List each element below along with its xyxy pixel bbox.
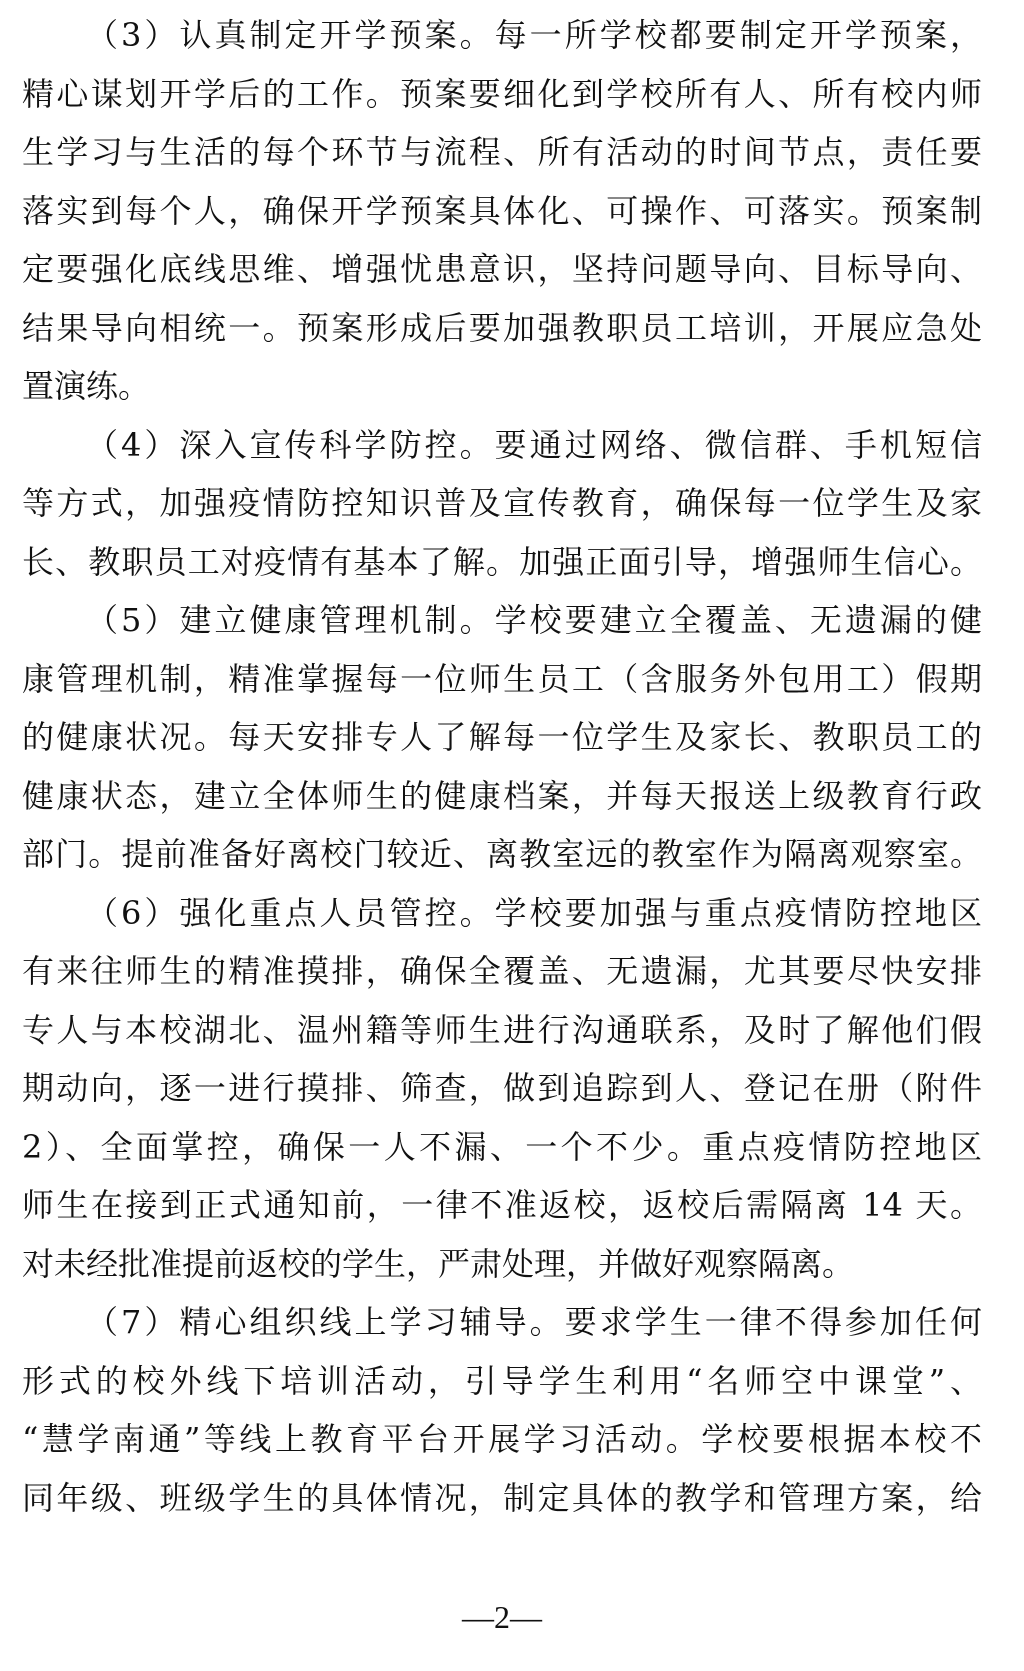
paragraph-line: 精心谋划开学后的工作。预案要细化到学校所有人、所有校内师 (22, 74, 982, 113)
paragraph-line: （7）精心组织线上学习辅导。要求学生一律不得参加任何 (86, 1303, 982, 1341)
paragraph-line: 的健康状况。每天安排专人了解每一位学生及家长、教职员工的 (22, 718, 982, 756)
paragraph-line: 长、教职员工对疫情有基本了解。加强正面引导，增强师生信心。 (22, 542, 982, 581)
paragraph-line: “慧学南通”等线上教育平台开展学习活动。学校要根据本校不 (22, 1420, 982, 1458)
document-page (22, 0, 982, 1671)
paragraph-line: 专人与本校湖北、温州籍等师生进行沟通联系，及时了解他们假 (22, 1010, 982, 1049)
paragraph-line: 有来往师生的精准摸排，确保全覆盖、无遗漏，尤其要尽快安排 (22, 952, 982, 990)
page-number: —2— (462, 1599, 542, 1635)
paragraph-line: 对未经批准提前返校的学生，严肃处理，并做好观察隔离。 (22, 1244, 855, 1283)
paragraph-line: 结果导向相统一。预案形成后要加强教职员工培训，开展应急处 (22, 308, 982, 347)
paragraph-line: （5）建立健康管理机制。学校要建立全覆盖、无遗漏的健 (86, 601, 982, 639)
paragraph-line: 师生在接到正式通知前，一律不准返校，返校后需隔离 14 天。 (22, 1186, 982, 1224)
paragraph-line: 置演练。 (22, 367, 151, 405)
paragraph-line: 健康状态，建立全体师生的健康档案，并每天报送上级教育行政 (22, 776, 982, 815)
paragraph-line: 2）、全面掌控，确保一人不漏、一个不少。重点疫情防控地区 (22, 1127, 982, 1166)
paragraph-line: （6）强化重点人员管控。学校要加强与重点疫情防控地区 (86, 893, 982, 932)
paragraph-line: 康管理机制，精准掌握每一位师生员工（含服务外包用工）假期 (22, 659, 982, 698)
paragraph-line: （4）深入宣传科学防控。要通过网络、微信群、手机短信 (86, 425, 982, 464)
paragraph-line: 生学习与生活的每个环节与流程、所有活动的时间节点，责任要 (22, 133, 982, 171)
paragraph-line: 落实到每个人，确保开学预案具体化、可操作、可落实。预案制 (22, 191, 982, 230)
paragraph-line: 形式的校外线下培训活动，引导学生利用“名师空中课堂”、 (22, 1361, 982, 1400)
paragraph-line: 定要强化底线思维、增强忧患意识，坚持问题导向、目标导向、 (22, 250, 982, 288)
paragraph-line: 期动向，逐一进行摸排、筛查，做到追踪到人、登记在册（附件 (22, 1069, 982, 1107)
paragraph-line: 等方式，加强疫情防控知识普及宣传教育，确保每一位学生及家 (22, 484, 982, 522)
paragraph-line: 部门。提前准备好离校门较近、离教室远的教室作为隔离观察室。 (22, 835, 982, 873)
paragraph-line: （3）认真制定开学预案。每一所学校都要制定开学预案， (86, 16, 982, 54)
paragraph-line: 同年级、班级学生的具体情况，制定具体的教学和管理方案，给 (22, 1478, 982, 1517)
